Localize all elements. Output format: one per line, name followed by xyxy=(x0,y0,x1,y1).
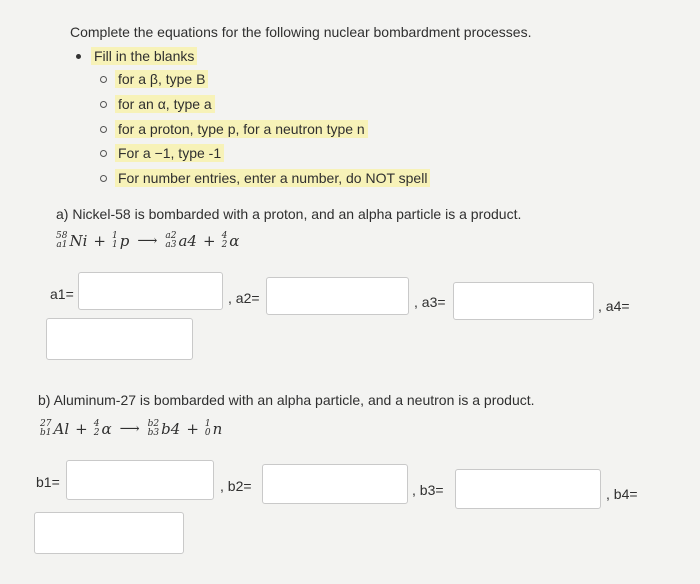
plus-sign: + xyxy=(202,232,216,250)
instruction-item xyxy=(100,70,208,88)
atomic-number: a1 xyxy=(56,240,68,250)
mass-number: a2 xyxy=(165,231,177,241)
nuclide-unknown-a xyxy=(165,232,197,250)
input-b4[interactable] xyxy=(34,512,184,554)
question-b: b) Aluminum-27 is bombarded with an alpha particle, and a neutron is a product. xyxy=(38,392,535,408)
mass-number: 4 xyxy=(93,419,100,429)
element-symbol: p xyxy=(119,232,130,250)
atomic-number: a3 xyxy=(165,240,177,250)
circle-bullet-icon xyxy=(100,101,107,108)
plus-sign: + xyxy=(75,420,88,438)
circle-bullet-icon xyxy=(100,76,107,83)
instruction-item xyxy=(100,169,430,187)
instruction-item-text: For a −1, type -1 xyxy=(115,144,224,162)
element-symbol: α xyxy=(229,232,240,250)
instruction-item-text: for an α, type a xyxy=(115,95,215,113)
element-symbol: α xyxy=(101,420,112,438)
mass-number: 58 xyxy=(56,231,68,241)
mass-number: 27 xyxy=(40,419,52,429)
atomic-number: 0 xyxy=(204,428,211,438)
label-b3: , b3= xyxy=(412,482,444,498)
nuclide-unknown-b xyxy=(148,420,181,438)
instruction-main xyxy=(76,47,197,65)
equation-a xyxy=(56,232,239,250)
input-a1[interactable] xyxy=(78,272,223,310)
instruction-item-text: for a proton, type p, for a neutron type n xyxy=(115,120,368,138)
reaction-arrow-icon: ⟶ xyxy=(137,233,158,249)
plus-sign: + xyxy=(186,420,199,438)
label-b2: , b2= xyxy=(220,478,252,494)
reaction-arrow-icon: ⟶ xyxy=(119,421,140,437)
label-a3: , a3= xyxy=(414,294,446,310)
label-b4: , b4= xyxy=(606,486,638,502)
instruction-item-text: For number entries, enter a number, do NOT spell xyxy=(115,169,430,187)
nuclide-al xyxy=(40,420,69,438)
instruction-item xyxy=(100,120,368,138)
atomic-number: 1 xyxy=(111,240,118,250)
page-title: Complete the equations for the following nuclear bombardment processes. xyxy=(70,24,532,40)
element-symbol: b4 xyxy=(161,420,181,438)
label-a2: , a2= xyxy=(228,290,260,306)
circle-bullet-icon xyxy=(100,126,107,133)
nuclide-proton xyxy=(112,232,129,250)
atomic-number: b1 xyxy=(40,428,52,438)
label-a1: a1= xyxy=(50,286,74,302)
label-a4: , a4= xyxy=(598,298,630,314)
atomic-number: b3 xyxy=(147,428,160,438)
element-symbol: n xyxy=(212,420,223,438)
atomic-number: 2 xyxy=(93,428,100,438)
input-b2[interactable] xyxy=(262,464,408,504)
input-b1[interactable] xyxy=(66,460,214,500)
mass-number: 4 xyxy=(221,231,228,241)
circle-bullet-icon xyxy=(100,175,107,182)
input-b3[interactable] xyxy=(455,469,601,509)
input-a2[interactable] xyxy=(266,277,409,315)
mass-number: 1 xyxy=(111,231,118,241)
equation-b xyxy=(40,420,222,438)
bullet-dot-icon xyxy=(76,54,81,59)
input-a3[interactable] xyxy=(453,282,594,320)
instruction-main-text: Fill in the blanks xyxy=(91,47,197,65)
instruction-item xyxy=(100,144,224,162)
input-a4[interactable] xyxy=(46,318,193,360)
nuclide-neutron xyxy=(205,420,222,438)
circle-bullet-icon xyxy=(100,150,107,157)
nuclide-ni xyxy=(56,232,87,250)
element-symbol: Ni xyxy=(69,232,88,250)
instruction-item-text: for a β, type B xyxy=(115,70,208,88)
instruction-item xyxy=(100,95,215,113)
nuclide-alpha xyxy=(94,420,112,438)
element-symbol: a4 xyxy=(178,232,197,250)
label-b1: b1= xyxy=(36,474,60,490)
element-symbol: Al xyxy=(53,420,70,438)
mass-number: 1 xyxy=(204,419,211,429)
atomic-number: 2 xyxy=(221,240,228,250)
mass-number: b2 xyxy=(147,419,160,429)
nuclide-alpha xyxy=(222,232,240,250)
question-a: a) Nickel-58 is bombarded with a proton, and an alpha particle is a product. xyxy=(56,206,522,222)
plus-sign: + xyxy=(93,232,106,250)
